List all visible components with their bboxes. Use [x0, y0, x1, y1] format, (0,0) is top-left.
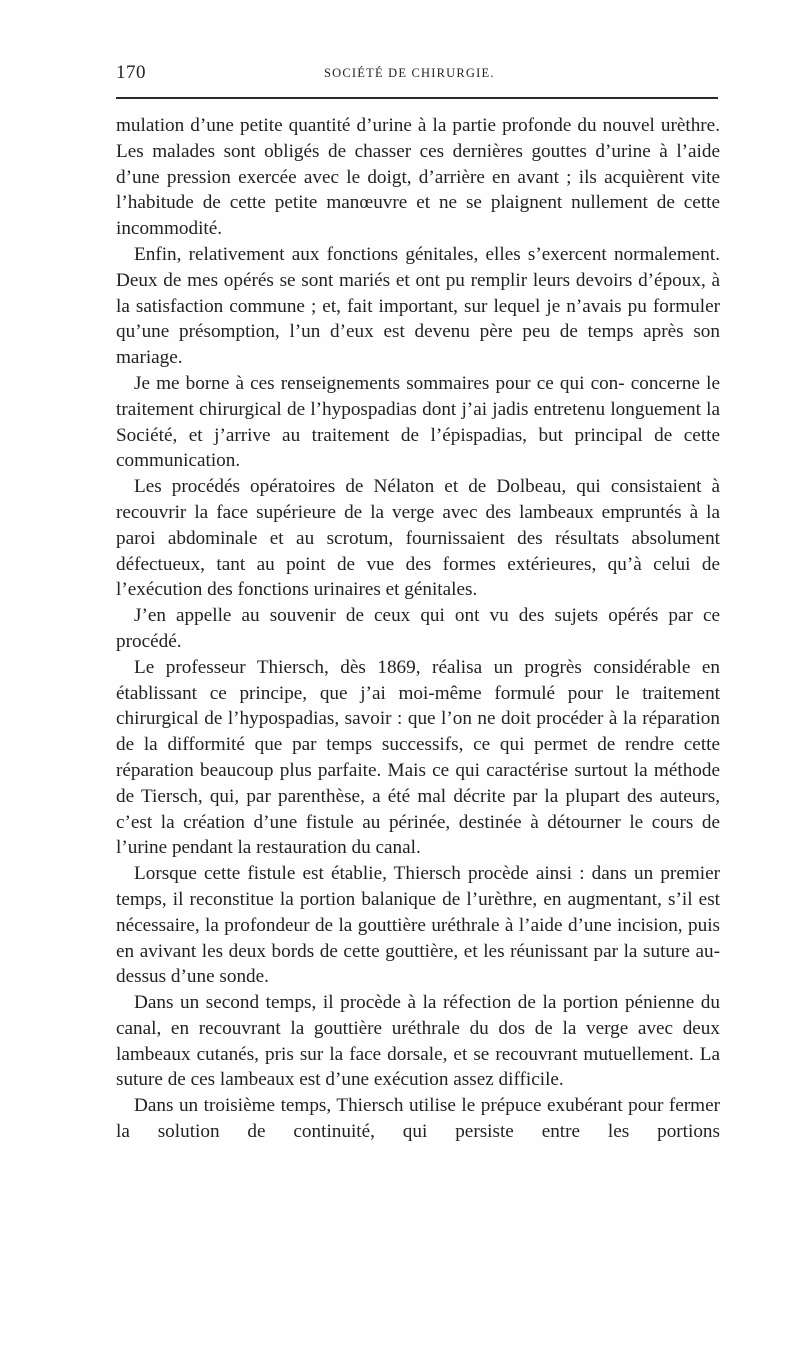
paragraph: Le professeur Thiersch, dès 1869, réalisa un progrès considérable en établissant ce principe, que j’ai moi-même formulé pour le traitement chirurgical de l’hypospadias, savoir : que l’on ne doit procéder à la réparation de la difformité que par temps successifs, ce qui permet de rendre cette réparation beaucoup plus parfaite. Mais ce qui caractérise surtout la méthode de Tiersch, qui, par parenthèse, a été mal décrite par la plupart des auteurs, c’est la création d’une fistule au périnée, destinée à détourner le cours de l’urine pendant la restauration du canal. — [116, 656, 720, 859]
body-text — [116, 113, 720, 1145]
paragraph: Lorsque cette fistule est établie, Thiersch procède ainsi : dans un premier temps, il reconstitue la portion balanique de l’urèthre, en augmentant, s’il est nécessaire, la profondeur de la gouttière uréthrale à l’aide d’une incision, puis en avivant les deux bords de cette gouttière, et les réunissant par la suture au-dessus d’une sonde. — [116, 863, 720, 988]
header-rule — [116, 97, 718, 99]
paragraph: Les procédés opératoires de Nélaton et de Dolbeau, qui consistaient à recouvrir la face supérieure de la verge avec des lambeaux empruntés à la paroi abdominale et au scrotum, fournissaient des résultats absolument défectueux, tant au point de vue des formes extérieures, qu’à celui de l’exécution des fonctions urinaires et génitales. — [116, 476, 720, 601]
running-title: SOCIÉTÉ DE CHIRURGIE. — [324, 66, 495, 80]
paragraph: Enfin, relativement aux fonctions génitales, elles s’exercent normalement. Deux de mes opérés se sont mariés et ont pu remplir leurs devoirs d’époux, à la satisfaction commune ; et, fait important, sur lequel je n’avais pu formuler qu’une présomption, l’un d’eux est devenu père peu de temps après son mariage. — [116, 243, 720, 369]
paragraph: Je me borne à ces renseignements sommaires pour ce qui con- concerne le traitement chirurgical de l’hypospadias dont j’ai jadis entretenu longuement la Société, et j’arrive au traitement de l’épispadias, but principal de cette communication. — [116, 372, 720, 472]
paragraph: mulation d’une petite quantité d’urine à la partie profonde du nouvel urèthre. Les malades sont obligés de chasser ces dernières gouttes d’urine à l’aide d’une pression exercée avec le doigt, d’arrière en avant ; ils acquièrent vite l’habitude de cette petite manœuvre et ne se plaignent nullement de cette incommodité. — [116, 115, 720, 240]
page-number: 170 — [116, 62, 146, 83]
page-header — [116, 62, 718, 84]
paragraph: Dans un troisième temps, Thiersch utilise le prépuce exubérant pour fermer la solution de continuité, qui persiste entre les portions — [116, 1095, 720, 1143]
paragraph: J’en appelle au souvenir de ceux qui ont vu des sujets opérés par ce procédé. — [116, 605, 720, 652]
paragraph: Dans un second temps, il procède à la réfection de la portion pénienne du canal, en recouvrant la gouttière uréthrale du dos de la verge avec deux lambeaux cutanés, pris sur la face dorsale, et se recouvrant mutuellement. La suture de ces lambeaux est d’une exécution assez difficile. — [116, 992, 720, 1091]
